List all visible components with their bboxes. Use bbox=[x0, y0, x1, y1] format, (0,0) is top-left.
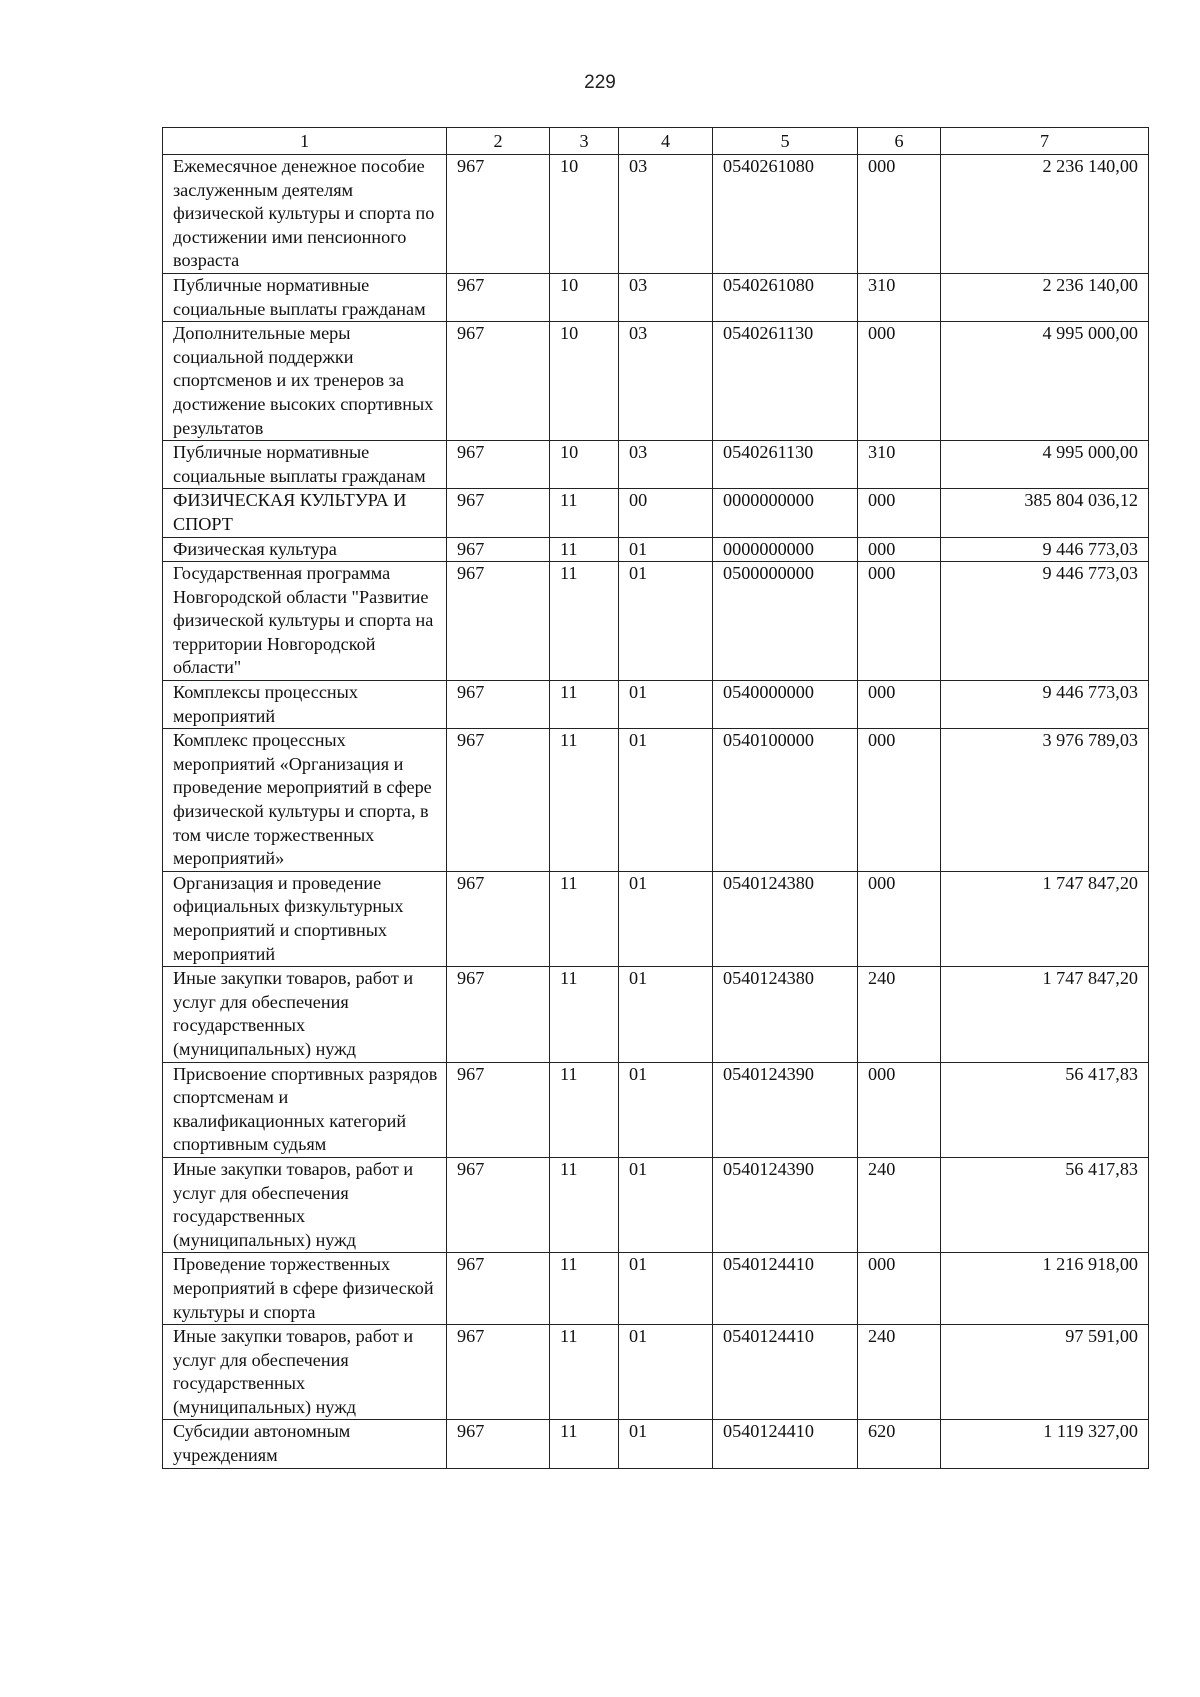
code-cell: 11 bbox=[550, 489, 619, 537]
table-row bbox=[163, 155, 1149, 274]
code-cell: 000 bbox=[858, 681, 941, 729]
code-cell: 000 bbox=[858, 1253, 941, 1325]
item-name-cell: Публичные нормативные социальные выплаты гражданам bbox=[163, 441, 447, 489]
code-cell: 967 bbox=[447, 441, 550, 489]
code-cell: 11 bbox=[550, 1420, 619, 1468]
item-name-cell: Дополнительные меры социальной поддержки спортсменов и их тренеров за достижение высоких спортивных результатов bbox=[163, 322, 447, 441]
item-name-cell: Присвоение спортивных разрядов спортсменам и квалификационных категорий спортивным судьям bbox=[163, 1062, 447, 1157]
item-name-cell: Иные закупки товаров, работ и услуг для обеспечения государственных (муниципальных) нужд bbox=[163, 1325, 447, 1420]
code-cell: 967 bbox=[447, 155, 550, 274]
code-cell: 11 bbox=[550, 681, 619, 729]
code-cell: 01 bbox=[619, 681, 713, 729]
table-row bbox=[163, 871, 1149, 966]
amount-cell: 2 236 140,00 bbox=[941, 273, 1149, 321]
code-cell: 0540261130 bbox=[713, 441, 858, 489]
code-cell: 0540261130 bbox=[713, 322, 858, 441]
amount-cell: 2 236 140,00 bbox=[941, 155, 1149, 274]
code-cell: 11 bbox=[550, 1157, 619, 1252]
table-row bbox=[163, 1325, 1149, 1420]
table-row bbox=[163, 1062, 1149, 1157]
code-cell: 240 bbox=[858, 1325, 941, 1420]
table-row bbox=[163, 537, 1149, 562]
code-cell: 01 bbox=[619, 1420, 713, 1468]
table-row bbox=[163, 1253, 1149, 1325]
code-cell: 0000000000 bbox=[713, 489, 858, 537]
code-cell: 967 bbox=[447, 562, 550, 681]
amount-cell: 1 216 918,00 bbox=[941, 1253, 1149, 1325]
code-cell: 0540000000 bbox=[713, 681, 858, 729]
code-cell: 0540124410 bbox=[713, 1420, 858, 1468]
code-cell: 310 bbox=[858, 273, 941, 321]
code-cell: 0540261080 bbox=[713, 273, 858, 321]
code-cell: 0540124410 bbox=[713, 1325, 858, 1420]
table-row bbox=[163, 967, 1149, 1062]
amount-cell: 3 976 789,03 bbox=[941, 729, 1149, 872]
code-cell: 967 bbox=[447, 1253, 550, 1325]
code-cell: 967 bbox=[447, 322, 550, 441]
column-header: 4 bbox=[619, 128, 713, 155]
table-row bbox=[163, 441, 1149, 489]
table-row bbox=[163, 681, 1149, 729]
code-cell: 0540124410 bbox=[713, 1253, 858, 1325]
code-cell: 967 bbox=[447, 967, 550, 1062]
column-header: 1 bbox=[163, 128, 447, 155]
page-number: 229 bbox=[584, 72, 616, 93]
column-header: 7 bbox=[941, 128, 1149, 155]
code-cell: 03 bbox=[619, 155, 713, 274]
item-name-cell: Проведение торжественных мероприятий в сфере физической культуры и спорта bbox=[163, 1253, 447, 1325]
code-cell: 10 bbox=[550, 322, 619, 441]
code-cell: 01 bbox=[619, 967, 713, 1062]
table-row bbox=[163, 562, 1149, 681]
code-cell: 967 bbox=[447, 1420, 550, 1468]
table-header bbox=[163, 128, 1149, 155]
code-cell: 967 bbox=[447, 1062, 550, 1157]
code-cell: 000 bbox=[858, 322, 941, 441]
column-header: 5 bbox=[713, 128, 858, 155]
code-cell: 000 bbox=[858, 155, 941, 274]
code-cell: 240 bbox=[858, 967, 941, 1062]
code-cell: 967 bbox=[447, 489, 550, 537]
amount-cell: 1 747 847,20 bbox=[941, 967, 1149, 1062]
code-cell: 11 bbox=[550, 967, 619, 1062]
code-cell: 01 bbox=[619, 1062, 713, 1157]
code-cell: 03 bbox=[619, 273, 713, 321]
amount-cell: 1 119 327,00 bbox=[941, 1420, 1149, 1468]
code-cell: 11 bbox=[550, 562, 619, 681]
amount-cell: 1 747 847,20 bbox=[941, 871, 1149, 966]
item-name-cell: Иные закупки товаров, работ и услуг для обеспечения государственных (муниципальных) нужд bbox=[163, 967, 447, 1062]
code-cell: 0540261080 bbox=[713, 155, 858, 274]
code-cell: 967 bbox=[447, 729, 550, 872]
table-row bbox=[163, 729, 1149, 872]
amount-cell: 385 804 036,12 bbox=[941, 489, 1149, 537]
amount-cell: 56 417,83 bbox=[941, 1157, 1149, 1252]
code-cell: 0500000000 bbox=[713, 562, 858, 681]
code-cell: 967 bbox=[447, 1157, 550, 1252]
code-cell: 0540124380 bbox=[713, 967, 858, 1062]
amount-cell: 4 995 000,00 bbox=[941, 441, 1149, 489]
code-cell: 0540124380 bbox=[713, 871, 858, 966]
code-cell: 11 bbox=[550, 1325, 619, 1420]
code-cell: 0540124390 bbox=[713, 1157, 858, 1252]
code-cell: 01 bbox=[619, 729, 713, 872]
item-name-cell: ФИЗИЧЕСКАЯ КУЛЬТУРА И СПОРТ bbox=[163, 489, 447, 537]
amount-cell: 97 591,00 bbox=[941, 1325, 1149, 1420]
code-cell: 0000000000 bbox=[713, 537, 858, 562]
item-name-cell: Иные закупки товаров, работ и услуг для обеспечения государственных (муниципальных) нужд bbox=[163, 1157, 447, 1252]
code-cell: 0540100000 bbox=[713, 729, 858, 872]
code-cell: 620 bbox=[858, 1420, 941, 1468]
code-cell: 01 bbox=[619, 1253, 713, 1325]
code-cell: 000 bbox=[858, 871, 941, 966]
code-cell: 01 bbox=[619, 1157, 713, 1252]
code-cell: 967 bbox=[447, 273, 550, 321]
table-row bbox=[163, 322, 1149, 441]
code-cell: 11 bbox=[550, 537, 619, 562]
header-row bbox=[163, 128, 1149, 155]
code-cell: 10 bbox=[550, 441, 619, 489]
column-header: 3 bbox=[550, 128, 619, 155]
amount-cell: 4 995 000,00 bbox=[941, 322, 1149, 441]
table-body bbox=[163, 155, 1149, 1469]
table-row bbox=[163, 489, 1149, 537]
code-cell: 01 bbox=[619, 562, 713, 681]
code-cell: 000 bbox=[858, 729, 941, 872]
code-cell: 000 bbox=[858, 562, 941, 681]
column-header: 6 bbox=[858, 128, 941, 155]
code-cell: 01 bbox=[619, 537, 713, 562]
code-cell: 967 bbox=[447, 871, 550, 966]
item-name-cell: Физическая культура bbox=[163, 537, 447, 562]
amount-cell: 56 417,83 bbox=[941, 1062, 1149, 1157]
code-cell: 967 bbox=[447, 537, 550, 562]
code-cell: 000 bbox=[858, 537, 941, 562]
code-cell: 01 bbox=[619, 871, 713, 966]
code-cell: 967 bbox=[447, 1325, 550, 1420]
amount-cell: 9 446 773,03 bbox=[941, 537, 1149, 562]
code-cell: 000 bbox=[858, 1062, 941, 1157]
column-header: 2 bbox=[447, 128, 550, 155]
code-cell: 0540124390 bbox=[713, 1062, 858, 1157]
code-cell: 01 bbox=[619, 1325, 713, 1420]
item-name-cell: Государственная программа Новгородской области "Развитие физической культуры и спорта на территории Новгородской области" bbox=[163, 562, 447, 681]
code-cell: 11 bbox=[550, 729, 619, 872]
code-cell: 10 bbox=[550, 273, 619, 321]
amount-cell: 9 446 773,03 bbox=[941, 562, 1149, 681]
item-name-cell: Комплекс процессных мероприятий «Организация и проведение мероприятий в сфере физической культуры и спорта, в том числе торжественных мероприятий» bbox=[163, 729, 447, 872]
code-cell: 03 bbox=[619, 322, 713, 441]
item-name-cell: Комплексы процессных мероприятий bbox=[163, 681, 447, 729]
item-name-cell: Организация и проведение официальных физкультурных мероприятий и спортивных мероприятий bbox=[163, 871, 447, 966]
code-cell: 240 bbox=[858, 1157, 941, 1252]
code-cell: 11 bbox=[550, 871, 619, 966]
code-cell: 967 bbox=[447, 681, 550, 729]
table-row bbox=[163, 273, 1149, 321]
code-cell: 000 bbox=[858, 489, 941, 537]
table-row bbox=[163, 1157, 1149, 1252]
amount-cell: 9 446 773,03 bbox=[941, 681, 1149, 729]
code-cell: 00 bbox=[619, 489, 713, 537]
item-name-cell: Публичные нормативные социальные выплаты гражданам bbox=[163, 273, 447, 321]
budget-table bbox=[162, 127, 1149, 1469]
code-cell: 310 bbox=[858, 441, 941, 489]
item-name-cell: Ежемесячное денежное пособие заслуженным деятелям физической культуры и спорта по достижении ими пенсионного возраста bbox=[163, 155, 447, 274]
code-cell: 11 bbox=[550, 1062, 619, 1157]
code-cell: 10 bbox=[550, 155, 619, 274]
item-name-cell: Субсидии автономным учреждениям bbox=[163, 1420, 447, 1468]
code-cell: 03 bbox=[619, 441, 713, 489]
code-cell: 11 bbox=[550, 1253, 619, 1325]
table-row bbox=[163, 1420, 1149, 1468]
